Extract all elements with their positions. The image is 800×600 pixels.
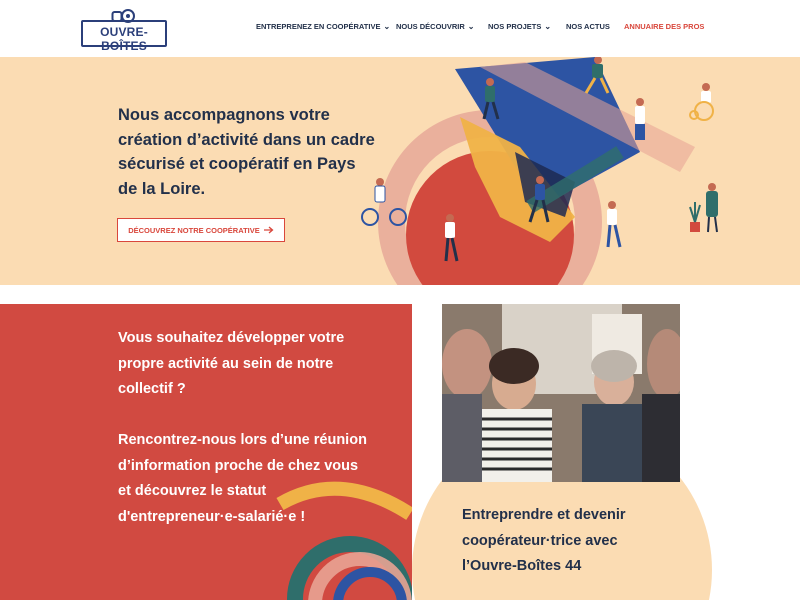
- hero-title: Nous accompagnons votre création d’activité dans un cadre sécurisé et coopératif en Pays de la Loire.: [118, 106, 375, 198]
- meeting-photo: [442, 304, 680, 482]
- meeting-photo-image: [442, 304, 680, 482]
- info-cta-text: Rencontrez-nous lors d’une réunion d’information proche de chez vous et découvrez le statut d'entrepreneur·e-salarié·e !: [118, 432, 367, 525]
- photo-caption: Entreprendre et devenir coopérateur·trice avec l’Ouvre-Boîtes 44: [462, 507, 626, 574]
- nav-item-label: ANNUAIRE DES PROS: [624, 22, 705, 31]
- chevron-down-icon: ⌄: [383, 21, 391, 31]
- nav-item-label: NOS ACTUS: [566, 22, 610, 31]
- plant-icon: [690, 202, 700, 232]
- nav-item-nos-projets[interactable]: [488, 22, 551, 31]
- hero-illustration: [350, 57, 800, 285]
- person-figure-7: [706, 183, 718, 232]
- hero-section: [0, 57, 800, 285]
- info-question: Vous souhaitez développer votre propre activité au sein de notre collectif ?: [118, 330, 345, 397]
- nav-item-nous-decouvrir[interactable]: [396, 22, 474, 31]
- arrow-right-icon: [264, 226, 274, 234]
- nav-item-entreprenez[interactable]: [256, 22, 390, 31]
- info-panel: [0, 304, 412, 600]
- button-label: DÉCOUVREZ NOTRE COOPÉRATIVE: [128, 225, 260, 235]
- nav-item-nos-actus[interactable]: [566, 22, 610, 31]
- chevron-down-icon: ⌄: [544, 21, 552, 31]
- person-figure-3: [635, 98, 645, 140]
- nav-item-label: NOUS DÉCOUVRIR: [396, 22, 465, 31]
- nav-item-label: NOS PROJETS: [488, 22, 542, 31]
- info-decoration: [270, 474, 412, 600]
- nav-item-annuaire[interactable]: [624, 22, 704, 31]
- site-logo[interactable]: [81, 8, 167, 53]
- site-header: [0, 0, 800, 57]
- person-figure-6: [607, 201, 620, 247]
- logo-text: OUVRE-BOÎTES: [100, 25, 148, 53]
- wheelchair-figure: [690, 83, 713, 120]
- discover-cooperative-button[interactable]: [117, 218, 285, 242]
- chevron-down-icon: ⌄: [467, 21, 475, 31]
- nav-item-label: ENTREPRENEZ EN COOPÉRATIVE: [256, 22, 381, 31]
